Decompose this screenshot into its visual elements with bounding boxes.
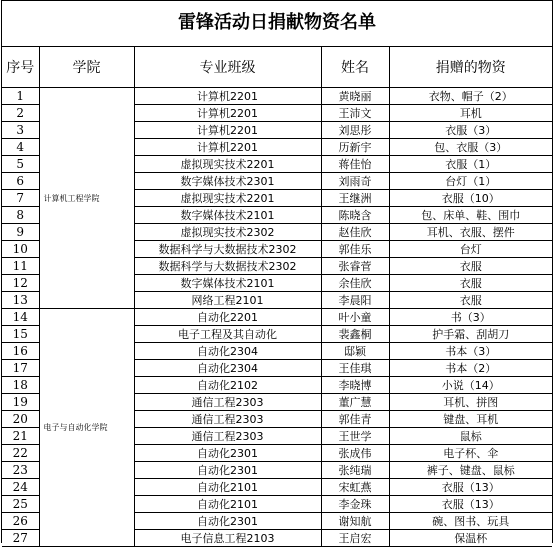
row-number: 18 [2, 377, 39, 394]
class-cell: 电子工程及其自动化 [134, 326, 321, 343]
class-cell: 自动化2301 [134, 445, 321, 462]
header-college: 学院 [39, 47, 134, 88]
name-cell: 邸颖 [321, 343, 389, 360]
items-cell: 电子杯、伞 [389, 445, 552, 462]
name-cell: 李晓博 [321, 377, 389, 394]
class-cell: 数字媒体技术2301 [134, 173, 321, 190]
name-cell: 刘思彤 [321, 122, 389, 139]
row-number: 25 [2, 496, 39, 513]
name-cell: 叶小童 [321, 309, 389, 326]
name-cell: 宋虹燕 [321, 479, 389, 496]
row-number: 20 [2, 411, 39, 428]
items-cell: 耳机、拼图 [389, 394, 552, 411]
header-row [2, 47, 552, 88]
items-cell: 书（3） [389, 309, 552, 326]
items-cell: 衣物、帽子（2） [389, 88, 552, 105]
items-cell: 台灯（1） [389, 173, 552, 190]
class-cell: 计算机2201 [134, 88, 321, 105]
row-number: 4 [2, 139, 39, 156]
header-class: 专业班级 [134, 47, 321, 88]
name-cell: 谢知航 [321, 513, 389, 530]
table-row [2, 309, 552, 326]
class-cell: 虚拟现实技术2201 [134, 190, 321, 207]
class-cell: 通信工程2303 [134, 428, 321, 445]
name-cell: 李金珠 [321, 496, 389, 513]
class-cell: 自动化2101 [134, 479, 321, 496]
header-no: 序号 [2, 47, 39, 88]
row-number: 10 [2, 241, 39, 258]
header-name: 姓名 [321, 47, 389, 88]
name-cell: 李晨阳 [321, 292, 389, 309]
name-cell: 陈晓含 [321, 207, 389, 224]
items-cell: 耳机、衣服、摆件 [389, 224, 552, 241]
class-cell: 自动化2301 [134, 513, 321, 530]
name-cell: 蒋佳怡 [321, 156, 389, 173]
row-number: 26 [2, 513, 39, 530]
class-cell: 自动化2102 [134, 377, 321, 394]
items-cell: 包、床单、鞋、围巾 [389, 207, 552, 224]
row-number: 5 [2, 156, 39, 173]
sheet-title: 雷锋活动日捐献物资名单 [2, 1, 552, 47]
class-cell: 虚拟现实技术2302 [134, 224, 321, 241]
class-cell: 数据科学与大数据技术2302 [134, 258, 321, 275]
table-row [2, 88, 552, 105]
items-cell: 衣服（13） [389, 496, 552, 513]
name-cell: 赵佳欣 [321, 224, 389, 241]
class-cell: 电子信息工程2103 [134, 530, 321, 547]
donation-table [2, 47, 552, 547]
name-cell: 刘雨奇 [321, 173, 389, 190]
row-number: 19 [2, 394, 39, 411]
items-cell: 衣服（1） [389, 156, 552, 173]
row-number: 11 [2, 258, 39, 275]
row-number: 16 [2, 343, 39, 360]
items-cell: 鼠标 [389, 428, 552, 445]
items-cell: 衣服（10） [389, 190, 552, 207]
name-cell: 王佳琪 [321, 360, 389, 377]
name-cell: 张纯瑞 [321, 462, 389, 479]
donation-sheet [1, 0, 553, 543]
row-number: 21 [2, 428, 39, 445]
header-items: 捐赠的物资 [389, 47, 552, 88]
row-number: 24 [2, 479, 39, 496]
class-cell: 数字媒体技术2101 [134, 207, 321, 224]
row-number: 22 [2, 445, 39, 462]
items-cell: 包、衣服（3） [389, 139, 552, 156]
class-cell: 通信工程2303 [134, 394, 321, 411]
class-cell: 自动化2101 [134, 496, 321, 513]
name-cell: 董广慧 [321, 394, 389, 411]
class-cell: 计算机2201 [134, 122, 321, 139]
class-cell: 自动化2301 [134, 462, 321, 479]
row-number: 14 [2, 309, 39, 326]
class-cell: 网络工程2101 [134, 292, 321, 309]
row-number: 12 [2, 275, 39, 292]
table-body [2, 88, 552, 547]
items-cell: 裤子、键盘、鼠标 [389, 462, 552, 479]
class-cell: 数据科学与大数据技术2302 [134, 241, 321, 258]
class-cell: 计算机2201 [134, 105, 321, 122]
name-cell: 王继洲 [321, 190, 389, 207]
row-number: 17 [2, 360, 39, 377]
name-cell: 王世学 [321, 428, 389, 445]
class-cell: 自动化2201 [134, 309, 321, 326]
college-cell: 计算机工程学院 [39, 88, 134, 309]
row-number: 9 [2, 224, 39, 241]
row-number: 1 [2, 88, 39, 105]
items-cell: 台灯 [389, 241, 552, 258]
class-cell: 虚拟现实技术2201 [134, 156, 321, 173]
items-cell: 护手霜、刮胡刀 [389, 326, 552, 343]
items-cell: 书本（3） [389, 343, 552, 360]
row-number: 7 [2, 190, 39, 207]
row-number: 27 [2, 530, 39, 547]
class-cell: 数字媒体技术2101 [134, 275, 321, 292]
class-cell: 通信工程2303 [134, 411, 321, 428]
row-number: 2 [2, 105, 39, 122]
name-cell: 裴鑫桐 [321, 326, 389, 343]
items-cell: 小说（14） [389, 377, 552, 394]
items-cell: 保温杯 [389, 530, 552, 547]
name-cell: 张睿菅 [321, 258, 389, 275]
college-cell: 电子与自动化学院 [39, 309, 134, 547]
row-number: 15 [2, 326, 39, 343]
name-cell: 历新宇 [321, 139, 389, 156]
items-cell: 耳机 [389, 105, 552, 122]
name-cell: 郭佳青 [321, 411, 389, 428]
row-number: 8 [2, 207, 39, 224]
items-cell: 衣服 [389, 258, 552, 275]
row-number: 6 [2, 173, 39, 190]
name-cell: 王启宏 [321, 530, 389, 547]
name-cell: 余佳欣 [321, 275, 389, 292]
row-number: 13 [2, 292, 39, 309]
class-cell: 自动化2304 [134, 360, 321, 377]
items-cell: 键盘、耳机 [389, 411, 552, 428]
row-number: 3 [2, 122, 39, 139]
items-cell: 衣服（13） [389, 479, 552, 496]
items-cell: 碗、图书、玩具 [389, 513, 552, 530]
class-cell: 计算机2201 [134, 139, 321, 156]
name-cell: 张成伟 [321, 445, 389, 462]
class-cell: 自动化2304 [134, 343, 321, 360]
items-cell: 衣服 [389, 292, 552, 309]
items-cell: 衣服 [389, 275, 552, 292]
items-cell: 衣服（3） [389, 122, 552, 139]
items-cell: 书本（2） [389, 360, 552, 377]
row-number: 23 [2, 462, 39, 479]
name-cell: 郭佳乐 [321, 241, 389, 258]
name-cell: 黄晓丽 [321, 88, 389, 105]
name-cell: 王沛文 [321, 105, 389, 122]
